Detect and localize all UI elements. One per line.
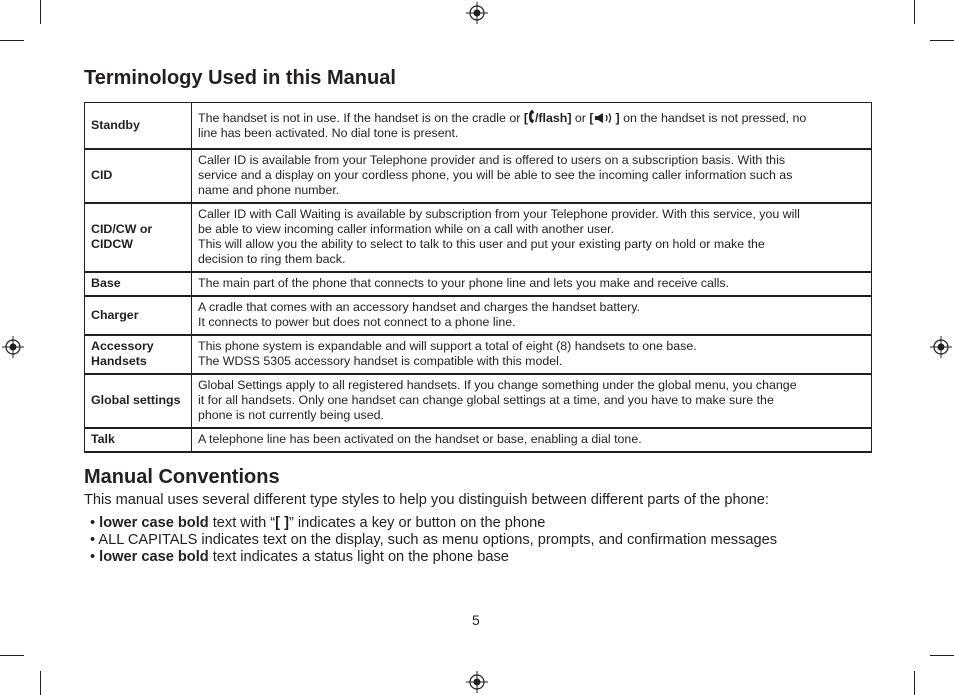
- list-item: • ALL CAPITALS indicates text on the display, such as menu options, prompts, and confirmation messages: [90, 532, 778, 548]
- definition-cell: [192, 149, 872, 203]
- page-number: 5: [472, 612, 480, 628]
- table-row: [85, 374, 872, 428]
- list-item: • lower case bold text indicates a status light on the phone base: [90, 549, 509, 565]
- registration-mark-icon: [930, 336, 952, 358]
- table-row: [85, 149, 872, 203]
- term-cell: Accessory Handsets: [85, 335, 192, 374]
- definition-text: The handset is not in use. If the handset is on the cradle or: [198, 111, 524, 126]
- conventions-list: [90, 515, 777, 566]
- table-row: [85, 335, 872, 374]
- definition-line: It connects to power but does not connect to a phone line.: [198, 315, 516, 329]
- crop-mark: [0, 655, 24, 656]
- definition-line: Caller ID is available from your Telephone provider and is offered to users on a subscription basis. With this: [198, 153, 786, 167]
- definition-line: Caller ID with Call Waiting is available by subscription from your Telephone provider. With this service, you will: [198, 207, 800, 221]
- list-item: • lower case bold text with “[ ]” indicates a key or button on the phone: [90, 515, 546, 531]
- definition-line: The WDSS 5305 accessory handset is compatible with this model.: [198, 354, 563, 368]
- table-row: [85, 296, 872, 335]
- definition-line: decision to ring them back.: [198, 252, 346, 266]
- definition-line: be able to view incoming caller information while on a call with another user.: [198, 222, 614, 236]
- term-cell: Global settings: [85, 374, 192, 428]
- definition-line: A telephone line has been activated on the handset or base, enabling a dial tone.: [198, 432, 642, 446]
- crop-mark: [40, 671, 41, 695]
- crop-mark: [930, 40, 954, 41]
- registration-mark-icon: [466, 2, 488, 24]
- table-row: [85, 103, 872, 149]
- definition-cell: [192, 203, 872, 272]
- term-cell: CID: [85, 149, 192, 203]
- table-row: [85, 203, 872, 272]
- registration-mark-icon: [466, 671, 488, 693]
- conventions-intro: This manual uses several different type styles to help you distinguish between different parts of the phone:: [84, 492, 769, 508]
- term-cell: Standby: [85, 103, 192, 149]
- crop-mark: [914, 671, 915, 695]
- crop-mark: [0, 40, 24, 41]
- section-title-conventions: Manual Conventions: [84, 466, 280, 488]
- definition-line: name and phone number.: [198, 183, 340, 197]
- definition-line: service and a display on your cordless phone, you will be able to see the incoming caller information such as: [198, 168, 793, 182]
- term-cell: Talk: [85, 428, 192, 452]
- definition-line: line has been activated. No dial tone is present.: [198, 126, 459, 141]
- definition-cell: [192, 374, 872, 428]
- table-row: [85, 428, 872, 452]
- definition-line: This phone system is expandable and will support a total of eight (8) handsets to one base.: [198, 339, 697, 353]
- definition-line: This will allow you the ability to select to talk to this user and put your existing party on hold or make the: [198, 237, 765, 251]
- term-cell: Charger: [85, 296, 192, 335]
- crop-mark: [930, 655, 954, 656]
- definition-line: Global Settings apply to all registered handsets. If you change something under the global menu, you change: [198, 378, 797, 392]
- definition-line: A cradle that comes with an accessory handset and charges the handset battery.: [198, 300, 640, 314]
- crop-mark: [914, 0, 915, 24]
- definition-line: phone is not currently being used.: [198, 408, 384, 422]
- definition-text: on the handset is not pressed, no: [619, 111, 807, 126]
- definition-line: The main part of the phone that connects to your phone line and lets you make and receive calls.: [198, 276, 730, 290]
- speaker-icon: [594, 112, 616, 124]
- section-title-terminology: Terminology Used in this Manual: [84, 67, 396, 89]
- table-row: [85, 272, 872, 296]
- speaker-key-label: [ ]: [589, 111, 620, 126]
- definition-text: or: [571, 111, 590, 126]
- definition-cell: [192, 272, 872, 296]
- terminology-table: [84, 102, 872, 453]
- definition-cell: [192, 103, 872, 149]
- flash-key-label: [ /flash]: [523, 111, 572, 126]
- term-cell: CID/CW or CIDCW: [85, 203, 192, 272]
- definition-line: it for all handsets. Only one handset can change global settings at a time, and you have to make sure the: [198, 393, 774, 407]
- crop-mark: [40, 0, 41, 24]
- registration-mark-icon: [2, 336, 24, 358]
- talk-handset-icon: [528, 109, 535, 124]
- term-cell: Base: [85, 272, 192, 296]
- definition-cell: [192, 296, 872, 335]
- definition-cell: [192, 335, 872, 374]
- definition-cell: [192, 428, 872, 452]
